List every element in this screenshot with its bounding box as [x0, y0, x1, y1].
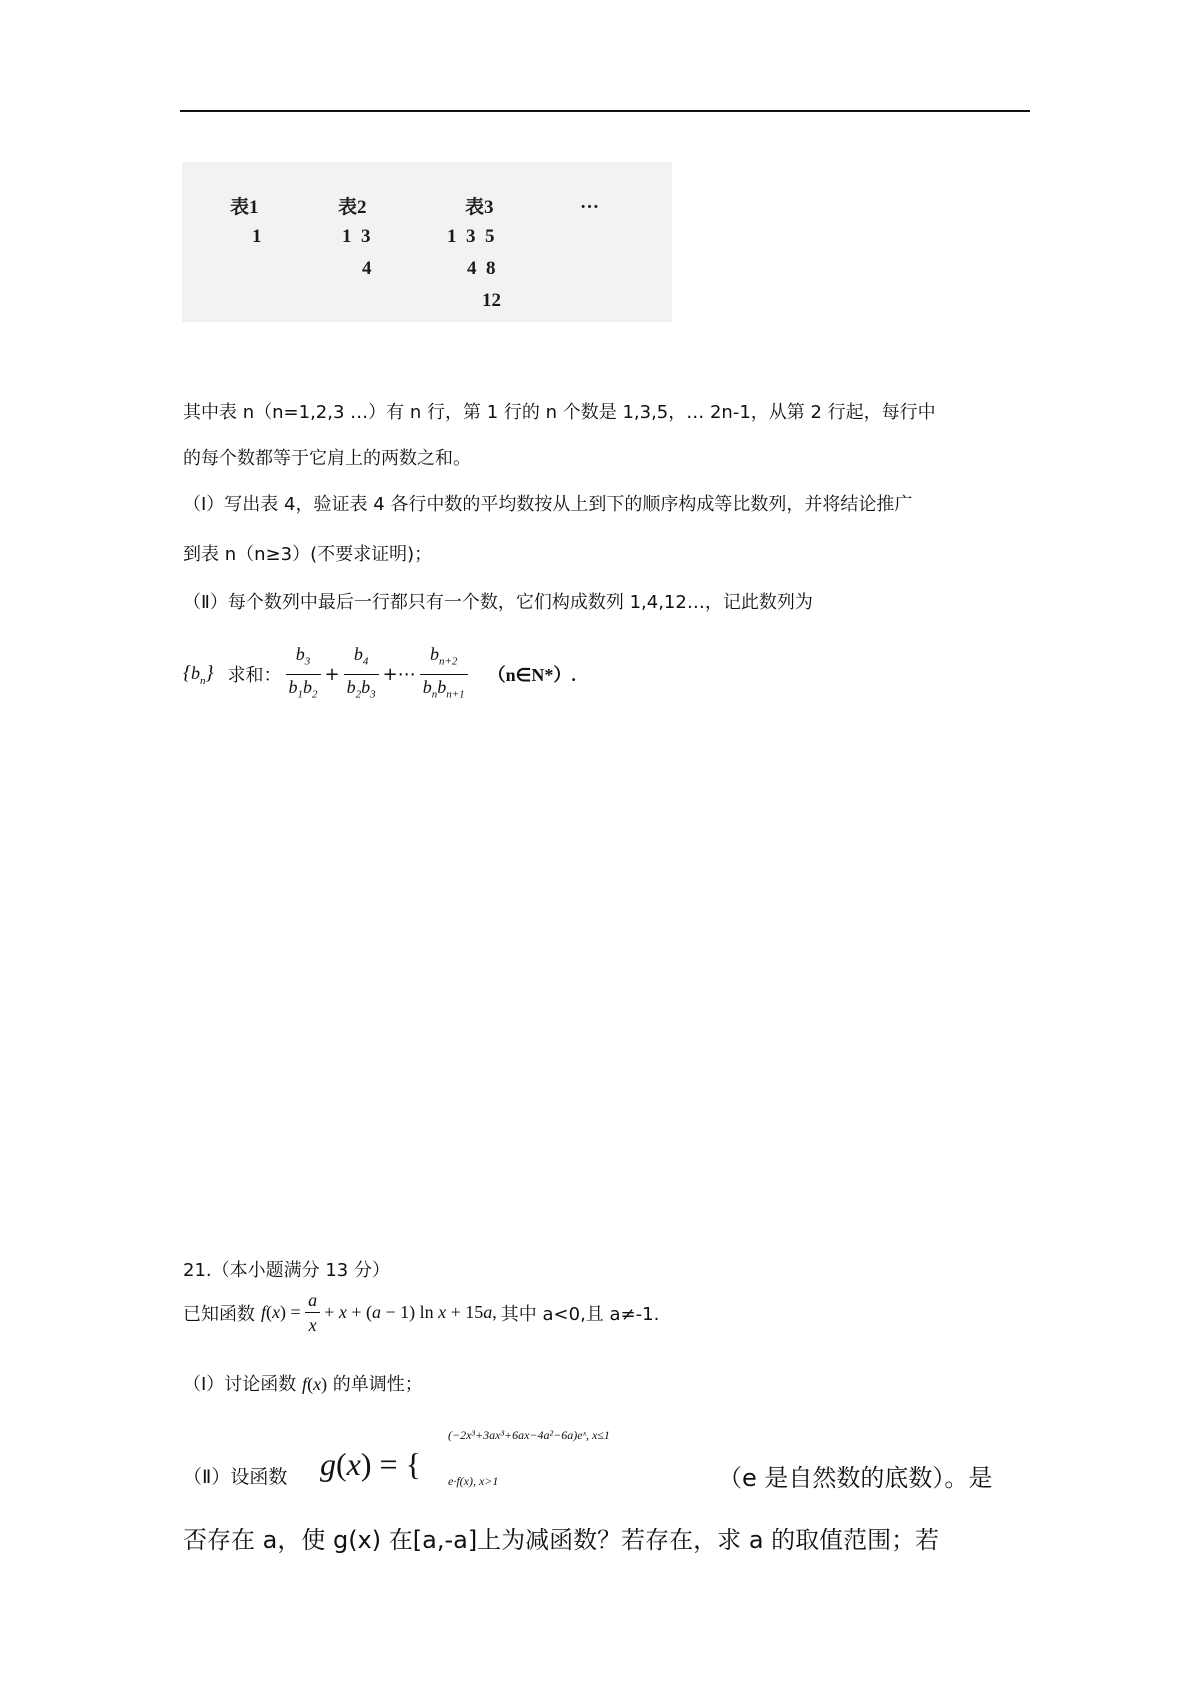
- p21-title: 21.（本小题满分 13 分）: [183, 1260, 390, 1281]
- given-suffix: 其中 a<0,且 a≠-1.: [500, 1303, 660, 1325]
- sum-term-n: $\frac{b_{n+2}}{b_nb_{n+1}}$: [420, 642, 468, 706]
- p21-part2-prefix: （Ⅱ）设函数: [183, 1466, 288, 1488]
- number-triangle-figure: [182, 162, 672, 322]
- fx-definition-lhs: f: [261, 1302, 267, 1322]
- table3-row3: 12: [482, 290, 501, 311]
- p20-line2: 的每个数都等于它肩上的两数之和。: [183, 448, 471, 469]
- p21-part2-note: （e 是自然数的底数）。是: [718, 1464, 993, 1492]
- gx-piece-bottom: e·f(x), x>1: [448, 1474, 499, 1488]
- table2-row1: 1 3: [342, 226, 371, 247]
- bn-sequence-symbol: $\{b_n\}$: [183, 661, 214, 687]
- figure-header-ellipsis: …: [580, 192, 599, 213]
- part1-label: （Ⅰ）讨论函数: [183, 1374, 297, 1395]
- p20-line1: 其中表 n（n=1,2,3 …）有 n 行，第 1 行的 n 个数是 1,3,5，… 2n-1，从第 2 行起，每行中: [183, 402, 936, 423]
- given-prefix: 已知函数: [183, 1303, 255, 1325]
- p20-part1-line2: 到表 n（n≥3）(不要求证明)；: [183, 544, 433, 565]
- gx-definition: g(x) = {: [320, 1446, 421, 1482]
- sum-term-2: $\frac{b_4}{b_2b_3}$: [344, 642, 379, 706]
- figure-header-table2: 表2: [338, 197, 367, 218]
- sum-term-1: $\frac{b_3}{b_1b_2}$: [286, 642, 321, 706]
- sum-label: 求和：: [227, 665, 282, 687]
- table2-row2: 4: [362, 258, 372, 279]
- p20-part2-line1: （Ⅱ）每个数列中最后一行都只有一个数，它们构成数列 1,4,12…，记此数列为: [183, 592, 813, 613]
- fx-definition-rhs: + x + (a − 1) ln x + 15a,: [324, 1302, 497, 1322]
- p20-sum-line: [183, 642, 576, 706]
- p20-part1-line1: （Ⅰ）写出表 4，验证表 4 各行中数的平均数按从上到下的顺序构成等比数列，并将结论推广: [183, 494, 913, 515]
- table1-row1: 1: [252, 226, 262, 247]
- header-rule: [180, 110, 1030, 112]
- p21-part1: [183, 1370, 423, 1396]
- table3-row1: 1 3 5: [447, 226, 495, 247]
- fx-fraction-a-over-x: $\frac{a}{x}$: [305, 1288, 320, 1337]
- plus-ellipsis: +⋯: [382, 663, 416, 685]
- n-condition: （n∈N*）.: [487, 665, 576, 686]
- p21-last-line: 否存在 a，使 g(x) 在[a,-a]上为减函数？若存在，求 a 的取值范围；若: [183, 1526, 940, 1554]
- p21-given-line: 已知函数 f ( x ) = $\frac{a}{x}$ + x + (a − 1) ln x + 15a, 其中 a<0,且 a≠-1.: [183, 1290, 660, 1335]
- gx-piece-top: (−2x³+3ax³+6ax−4a²−6a)eˣ, x≤1: [448, 1428, 610, 1442]
- fx-inline: f(x): [302, 1374, 328, 1394]
- figure-header-table1: 表1: [230, 197, 259, 218]
- part1-end: 的单调性；: [332, 1374, 423, 1395]
- figure-header-table3: 表3: [465, 197, 494, 218]
- plus-sign-1: +: [324, 663, 340, 685]
- table3-row2: 4 8: [467, 258, 496, 279]
